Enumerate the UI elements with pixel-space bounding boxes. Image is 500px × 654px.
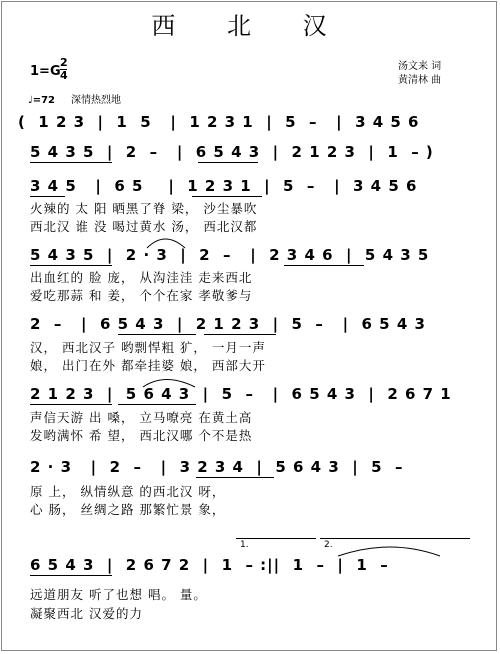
lyric-row-3-verse-1: 火辣的 太 阳 晒黑了脊 梁， 沙尘暴吹 — [30, 201, 258, 216]
lyric-row-3-verse-2: 西北汉 谁 没 喝过黄水 汤， 西北汉都 — [30, 219, 258, 234]
tempo-value: ♩=72 — [28, 95, 56, 106]
notation-row-5: 2 – | 6 5 4 3 | 2 1 2 3 | 5 – | 6 5 4 3 — [30, 315, 426, 333]
lyric-row-5-verse-2: 娘， 出门在外 都牵挂婆 娘， 西部大开 — [30, 358, 266, 373]
lyric-row-7-verse-2: 心 肠， 丝绸之路 那繁忙景 象， — [30, 502, 226, 517]
composer-credit: 黄清林 曲 — [398, 75, 442, 86]
meter-bottom: 4 — [60, 69, 68, 82]
volta-second: 2. — [324, 540, 333, 550]
notation-row-4: 5 4 3 5 | 2 · 3 | 2 – | 2 3 4 6 | 5 4 3 5 — [30, 246, 430, 264]
meter-top: 2 — [60, 56, 68, 69]
lyric-row-6-verse-2: 发哟满怀 希 望， 西北汉哪 个不是热 — [30, 428, 253, 443]
lyric-row-8-verse-2: 凝聚西北 汉爱的力 — [30, 606, 143, 621]
notation-row-3: 3 4 5 | 6 5 | 1 2 3 1 | 5 – | 3 4 5 6 — [30, 177, 418, 195]
lyric-row-7-verse-1: 原 上， 纵情纵意 的西北汉 呀， — [30, 484, 226, 499]
notation-row-1: ( 1 2 3 | 1 5 | 1 2 3 1 | 5 – | 3 4 5 6 — [18, 113, 420, 131]
song-title: 西 北 汉 — [151, 12, 349, 40]
notation-row-2: 5 4 3 5 | 2 – | 6 5 4 3 | 2 1 2 3 | 1 – ) — [30, 143, 434, 161]
volta-first: 1. — [240, 540, 249, 550]
notation-row-6: 2 1 2 3 | 5 6 4 3 | 5 – | 6 5 4 3 | 2 6 7 1 — [30, 385, 452, 403]
lyric-row-6-verse-1: 声信天游 出 嗓， 立马嘹亮 在黄土高 — [30, 410, 253, 425]
lyricist-credit: 汤文来 词 — [398, 61, 442, 72]
lyric-row-8-verse-1: 远道朋友 听了也想 唱。 量。 — [30, 587, 207, 602]
expression-marking: 深情热烈地 — [71, 95, 122, 106]
key-signature: 1=G — [30, 64, 61, 79]
lyric-row-4-verse-2: 爱吃那蒜 和 姜， 个个在家 孝敬爹与 — [30, 288, 253, 303]
lyric-row-4-verse-1: 出血红的 脸 庞， 从沟洼洼 走来西北 — [30, 270, 253, 285]
notation-row-8: 6 5 4 3 | 2 6 7 2 | 1 – :|| 1 – | 1 – — [30, 556, 389, 574]
lyric-row-5-verse-1: 汉， 西北汉子 哟剽悍粗 犷， 一月一声 — [30, 340, 266, 355]
notation-row-7: 2 · 3 | 2 – | 3 2 3 4 | 5 6 4 3 | 5 – — [30, 458, 404, 476]
